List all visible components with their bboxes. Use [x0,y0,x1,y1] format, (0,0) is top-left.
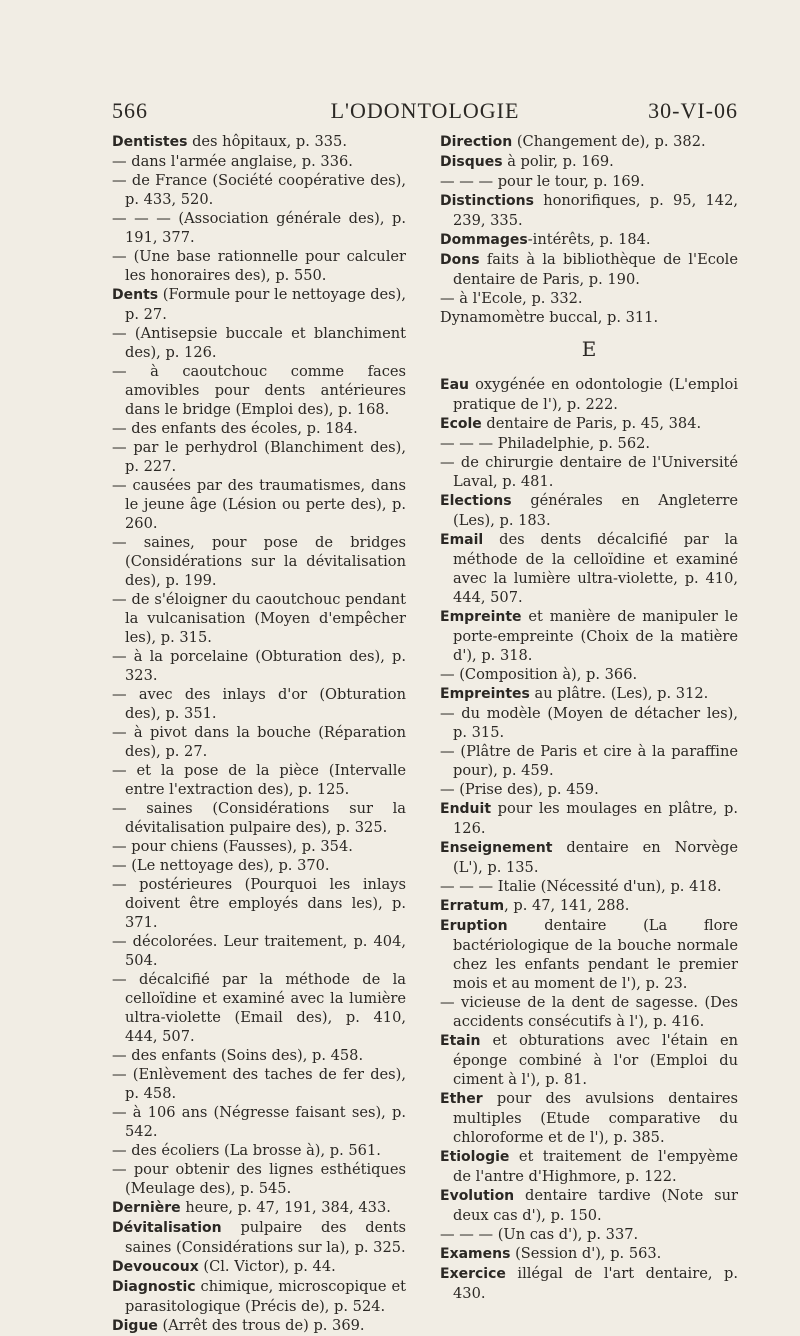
entry-text: — (Antisepsie buccale et blanchiment des), p. 126. [112,325,406,361]
page-number: 566 [112,98,148,123]
entry-text: — pour chiens (Fausses), p. 354. [112,838,353,855]
issue-date: 30-VI-06 [648,98,738,123]
entry-text: — par le perhydrol (Blanchiment des), p. 227. [112,439,406,475]
entry-text: illégal de l'art dentaire, p. 430. [453,1265,738,1302]
index-entry [440,916,738,993]
index-entry [112,285,406,324]
entry-text: — de chirurgie dentaire de l'Université Laval, p. 481. [440,454,738,490]
entry-text: — pour obtenir des lignes esthétiques (Meulage des), p. 545. [112,1161,406,1197]
index-entry [112,1141,406,1160]
entry-text: (Formule pour le nettoyage des), p. 27. [125,286,406,323]
index-entry [440,530,738,607]
entry-keyword: Dents [112,287,159,303]
entry-text: — (Enlèvement des taches de fer des), p. 458. [112,1066,406,1102]
entry-text: pour les moulages en plâtre, p. 126. [453,800,738,837]
index-group-d [440,132,738,327]
entry-text: dentaire (La flore bactériologique de la bouche normale chez les enfants pendant le premier mois et au moment de l'), p. 23. [453,917,738,992]
entry-keyword: Digue [112,1318,158,1334]
index-entry [440,289,738,308]
index-entry [112,875,406,932]
entry-text: et obturations avec l'étain en éponge combiné à l'or (Emploi du ciment à l'), p. 81. [453,1032,738,1088]
entry-text: — causées par des traumatismes, dans le jeune âge (Lésion ou perte des), p. 260. [112,477,406,532]
entry-text: — postérieures (Pourquoi les inlays doivent être employés dans les), p. 371. [112,876,406,931]
entry-text: (Arrêt des trous de) p. 369. [157,1317,365,1334]
entry-text: des dents décalcifié par la méthode de la celloïdine et examiné avec la lumière ultra-violette, p. 410, 444, 507. [453,531,738,606]
entry-keyword: Empreinte [440,609,522,625]
entry-text: — saines (Considérations sur la dévitalisation pulpaire des), p. 325. [112,800,406,836]
entry-keyword: Dernière [112,1200,181,1216]
index-entry [112,685,406,723]
entry-text: — (Composition à), p. 366. [440,666,638,683]
index-entry [112,132,406,152]
entry-text: Dynamomètre buccal, p. 311. [440,309,659,326]
entry-keyword: Dons [440,252,480,268]
entry-text: — — — pour le tour, p. 169. [440,173,645,190]
entry-text: -intérêts, p. 184. [527,231,651,248]
entry-text: — de s'éloigner du caoutchouc pendant la vulcanisation (Moyen d'empêcher les), p. 315. [112,591,406,646]
entry-keyword: Direction [440,134,513,150]
index-entry [112,1046,406,1065]
entry-text: heure, p. 47, 191, 384, 433. [180,1199,391,1216]
index-entry [440,1147,738,1186]
index-entry [112,856,406,875]
index-column-left [112,132,406,1336]
index-group-e [440,375,738,1303]
index-entry [112,1316,406,1336]
entry-text: des hôpitaux, p. 335. [187,133,347,150]
entry-keyword: Enduit [440,801,492,817]
index-entry [112,1218,406,1257]
entry-keyword: Etain [440,1033,481,1049]
entry-text: — décolorées. Leur traitement, p. 404, 504. [112,933,406,969]
entry-keyword: Etiologie [440,1149,510,1165]
entry-text: , p. 47, 141, 288. [504,897,630,914]
entry-text: oxygénée en odontologie (L'emploi pratique de l'), p. 222. [453,376,738,413]
index-entry [440,704,738,742]
index-entry [112,362,406,419]
entry-text: — de France (Société coopérative des), p. 433, 520. [112,172,406,208]
entry-text: dentaire en Norvège (L'), p. 135. [453,839,738,876]
index-entry [112,209,406,247]
entry-text: dentaire tardive (Note sur deux cas d'), p. 150. [453,1187,738,1224]
entry-text: faits à la bibliothèque de l'Ecole dentaire de Paris, p. 190. [453,251,738,288]
entry-keyword: Ether [440,1091,483,1107]
index-entry [440,491,738,530]
entry-text: et traitement de l'empyème de l'antre d'Highmore, p. 122. [453,1148,738,1185]
entry-text: — à l'Ecole, p. 332. [440,290,583,307]
entry-text: — avec des inlays d'or (Obturation des), p. 351. [112,686,406,722]
index-entry [112,152,406,171]
index-entry [112,419,406,438]
index-entry [440,1031,738,1089]
index-entry [112,476,406,533]
running-header [112,98,738,134]
index-entry [112,1160,406,1198]
entry-keyword: Evolution [440,1188,515,1204]
entry-text: — (Une base rationnelle pour calculer les honoraires des), p. 550. [112,248,406,284]
entry-text: — décalcifié par la méthode de la celloïdine et examiné avec la lumière ultra-violette (Email des), p. 410, 444, 507. [112,971,406,1045]
index-entry [440,993,738,1031]
entry-text: — — — (Association générale des), p. 191, 377. [112,210,406,246]
index-entry [112,533,406,590]
index-entry [440,877,738,896]
index-entry [112,799,406,837]
entry-text: — des enfants des écoles, p. 184. [112,420,358,437]
entry-text: et manière de manipuler le porte-empreinte (Choix de la matière d'), p. 318. [453,608,738,664]
entry-keyword: Diagnostic [112,1279,196,1295]
entry-keyword: Disques [440,154,503,170]
entry-keyword: Eau [440,377,469,393]
entry-text: à polir, p. 169. [502,153,614,170]
entry-text: (Changement de), p. 382. [512,133,706,150]
section-letter: E [581,337,597,361]
index-entry [440,684,738,704]
entry-keyword: Dommages [440,232,528,248]
entry-text: — — — Philadelphie, p. 562. [440,435,651,452]
entry-text: générales en Angleterre (Les), p. 183. [453,492,738,529]
index-entry [440,375,738,414]
index-entry [112,1257,406,1277]
index-entry [112,1103,406,1141]
entry-text: — saines, pour pose de bridges (Considérations sur la dévitalisation des), p. 199. [112,534,406,589]
index-entry [440,838,738,877]
entry-keyword: Examens [440,1246,511,1262]
index-entry [112,932,406,970]
entry-text: — — — (Un cas d'), p. 337. [440,1226,639,1243]
entry-keyword: Ecole [440,416,482,432]
index-entry [440,191,738,230]
index-entry [440,308,738,327]
index-entry [440,132,738,152]
index-entry [112,970,406,1046]
index-entry [440,607,738,665]
index-entry [440,896,738,916]
entry-keyword: Devoucoux [112,1259,199,1275]
index-column-right [440,132,738,1303]
entry-text: (Cl. Victor), p. 44. [198,1258,336,1275]
index-entry [440,1186,738,1225]
index-entry [440,152,738,172]
entry-text: — (Prise des), p. 459. [440,781,599,798]
entry-text: — — — Italie (Nécessité d'un), p. 418. [440,878,722,895]
entry-text: — à pivot dans la bouche (Réparation des), p. 27. [112,724,406,760]
entry-text: — (Le nettoyage des), p. 370. [112,857,330,874]
index-entry [440,1244,738,1264]
entry-text: (Session d'), p. 563. [510,1245,662,1262]
index-entry [440,230,738,250]
entry-text: — à caoutchouc comme faces amovibles pour dents antérieures dans le bridge (Emploi des), p. 168. [112,363,406,418]
index-entry [112,438,406,476]
index-entry [440,780,738,799]
entry-keyword: Elections [440,493,512,509]
entry-text: chimique, microscopique et parasitologique (Précis de), p. 524. [125,1278,406,1315]
entry-keyword: Exercice [440,1266,506,1282]
index-entry [112,723,406,761]
entry-text: — à la porcelaine (Obturation des), p. 323. [112,648,406,684]
entry-keyword: Eruption [440,918,508,934]
entry-keyword: Dentistes [112,134,188,150]
entry-text: — vicieuse de la dent de sagesse. (Des accidents consécutifs à l'), p. 416. [440,994,738,1030]
entry-text: — et la pose de la pièce (Intervalle entre l'extraction des), p. 125. [112,762,406,798]
entry-keyword: Empreintes [440,686,530,702]
entry-keyword: Distinctions [440,193,534,209]
entry-text: dentaire de Paris, p. 45, 384. [481,415,702,432]
entry-keyword: Dévitalisation [112,1220,222,1236]
journal-title: L'ODONTOLOGIE [330,98,520,123]
index-entry [440,1264,738,1303]
index-entry [440,1089,738,1147]
index-entry [440,665,738,684]
index-entry [440,453,738,491]
index-entry [440,172,738,191]
entry-text: pour des avulsions dentaires multiples (Etude comparative du chloroforme et de l'), p. 385. [453,1090,738,1146]
index-entry [112,324,406,362]
entry-text: — dans l'armée anglaise, p. 336. [112,153,353,170]
index-entry [440,414,738,434]
index-entry [440,799,738,838]
entry-keyword: Email [440,532,484,548]
index-entry [112,1198,406,1218]
index-entry [112,247,406,285]
index-entry [440,250,738,289]
entry-text: — (Plâtre de Paris et cire à la paraffine pour), p. 459. [440,743,738,779]
entry-text: honorifiques, p. 95, 142, 239, 335. [453,192,738,229]
index-entry [440,1225,738,1244]
index-entry [112,1065,406,1103]
entry-text: au plâtre. (Les), p. 312. [529,685,709,702]
entry-text: pulpaire des dents saines (Considérations sur la), p. 325. [125,1219,406,1256]
entry-keyword: Enseignement [440,840,553,856]
entry-text: — à 106 ans (Négresse faisant ses), p. 542. [112,1104,406,1140]
index-entry [112,837,406,856]
index-entry [440,434,738,453]
entry-keyword: Erratum [440,898,505,914]
index-entry [112,171,406,209]
entry-text: — des écoliers (La brosse à), p. 561. [112,1142,381,1159]
index-entry [112,761,406,799]
index-entry [112,1277,406,1316]
index-entry [112,590,406,647]
entry-text: — du modèle (Moyen de détacher les), p. 315. [440,705,738,741]
entry-text: — des enfants (Soins des), p. 458. [112,1047,364,1064]
index-entry [112,647,406,685]
index-entry [440,742,738,780]
